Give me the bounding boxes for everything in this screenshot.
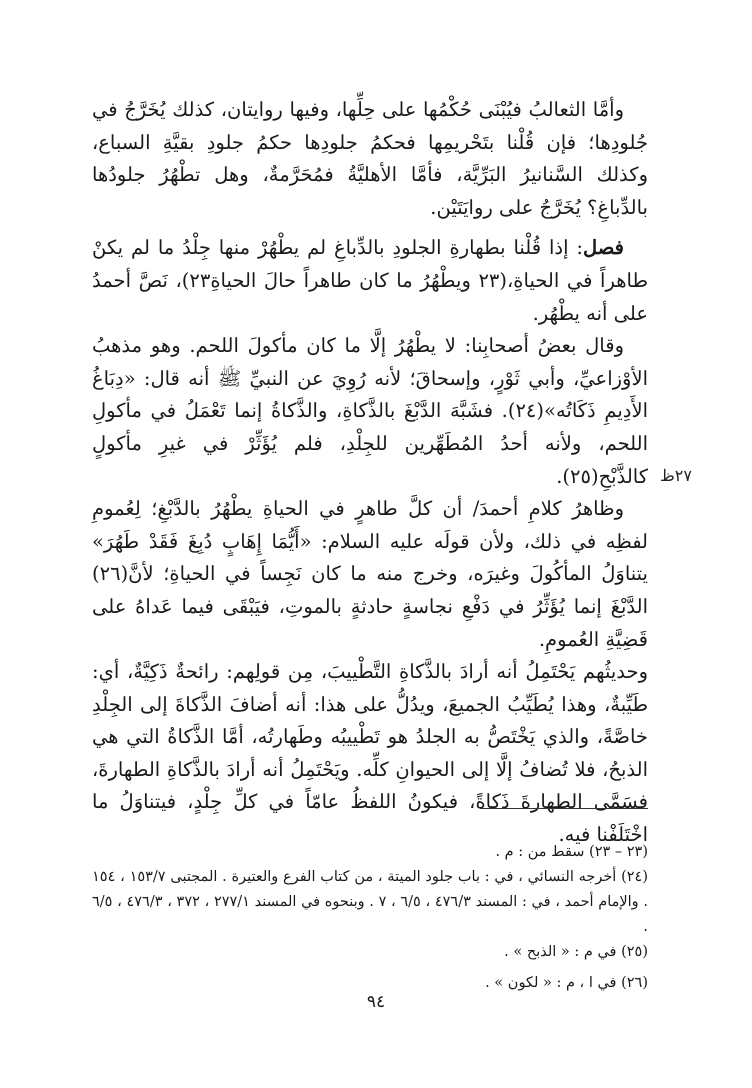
main-text [92, 94, 648, 852]
footnote-24: (٢٤) أخرجه النسائي ، في : باب جلود الميتة ، من كتاب الفرع والعتيرة . المجتبى ١٥٣/٧ ، ١٥٤ . والإمام أحمد ، في : المسند ٤٧٦/٣ ، ٦/٥ ، ٧ . وبنحوه في المسند ٢٧٧/١ ، ٣٧٢ ، ٤٧٦/٣ ، ٦/٥ . [92, 869, 648, 935]
fasl-paragraph [92, 232, 648, 330]
paragraph-3: وقال بعضُ أصحابِنا: لا يطْهُرُ إلَّا ما كان مأكولَ اللحم. وهو مذهبُ الأوْزاعيِّ، وأبي ثَوْرٍ، وإسحاقَ؛ لأنه رُوِيَ عن النبيِّ ﷺ أنه قال: «دِبَاغُ الأَدِيمِ ذَكَاتُه»(٢٤). فشَبَّهَ الدَّبْغَ بالذَّكاةِ، والذَّكاةُ إنما تَعْمَلُ في مأكولِ اللحم، ولأنه أحدُ المُطَهِّرين للجِلْدِ، فلم يُؤَثِّرْ في غيرِ مأكولٍ كالذَّبْحِ(٢٥). [92, 334, 648, 488]
footnote-25: (٢٥) في م : « الذبح » . [504, 944, 648, 960]
footnote-26: (٢٦) في ا ، م : « لكون » . [485, 975, 648, 991]
fasl-text: : إذا قُلْنا بطهارةِ الجلودِ بالدِّباغِ لم يطْهُرْ منها جِلْدُ ما لم يكنْ طاهراً في الحياةِ،(٢٣ ويطْهُرُ ما كان طاهراً حالَ الحياةِ٢٣)، نَصَّ أحمدُ على أنه يطْهُر. [92, 236, 648, 325]
footnote-23: (٢٣ – ٢٣) سقط من : م . [495, 844, 648, 860]
fasl-label: فصل [583, 236, 624, 260]
paragraph-5: وحديثُهم يَحْتَمِلُ أنه أرادَ بالذَّكاةِ التَّطْييبَ، مِن قولِهم: رائحةٌ ذَكِيَّةٌ، أي: طَيِّبةٌ، وهذا يُطَيِّبُ الجميعَ، ويدُلُّ على هذا: أنه أضافَ الذَّكاةَ إلى الجِلْدِ خاصَّةً، والذي يَخْتَصُّ به الجلدُ هو تَطْييبُه وطَهارتُه، أمَّا الذَّكاةُ التي هي الذبحُ، فلا تُضافُ إلَّا إلى الحيوانِ كلِّه. ويَحْتَمِلُ أنه أرادَ بالذَّكاةِ الطهارةَ، فسَمَّى الطهارةَ ذَكاةً، فيكونُ اللفظُ عامّاً في كلِّ جِلْدٍ، فيتناوَلُ ما اخْتَلَفْنا فيه. [92, 660, 648, 847]
page-number: ٩٤ [366, 992, 386, 1012]
footnote-divider [480, 808, 648, 809]
manuscript-folio-note: ٢٧ظ [660, 466, 692, 485]
footnotes [92, 840, 648, 996]
paragraph-4: وظاهرُ كلامِ أحمدَ/ أن كلَّ طاهرٍ في الحياةِ يطْهُرُ بالدَّبْغِ؛ لِعُمومِ لفظِه في ذلك، ولأن قولَه عليه السلام: «أَيُّمَا إِهَابٍ دُبِغَ فَقَدْ طَهُرَ» يتناوَلُ المأكُولَ وغيرَه، وخرج منه ما كان نَجِساً في الحياةِ؛ لأنَّ(٢٦) الدَّبْغَ إنما يُؤَثِّرُ في دَفْعِ نجاسةٍ حادثةٍ بالموتِ، فيَبْقَى فيما عَداهُ على قَضِيَّةِ العُمومِ. [92, 497, 648, 651]
paragraph-1: وأمَّا الثعالبُ فيُبْنَى حُكْمُها على حِلِّها، وفيها روايتان، كذلك يُخَرَّجُ في جُلودِها؛ فإن قُلْنا بتَحْريمِها فحكمُ جلودِها حكمُ جلودِ بقيَّةِ السباع، وكذلك السَّنانيرُ البَرِّيَّة، فأمَّا الأهليَّةُ فمُحَرَّمةٌ، وهل تطْهُرُ جلودُها بالدِّباغِ؟ يُخَرَّجُ على روايَتَيْن. [92, 98, 648, 219]
